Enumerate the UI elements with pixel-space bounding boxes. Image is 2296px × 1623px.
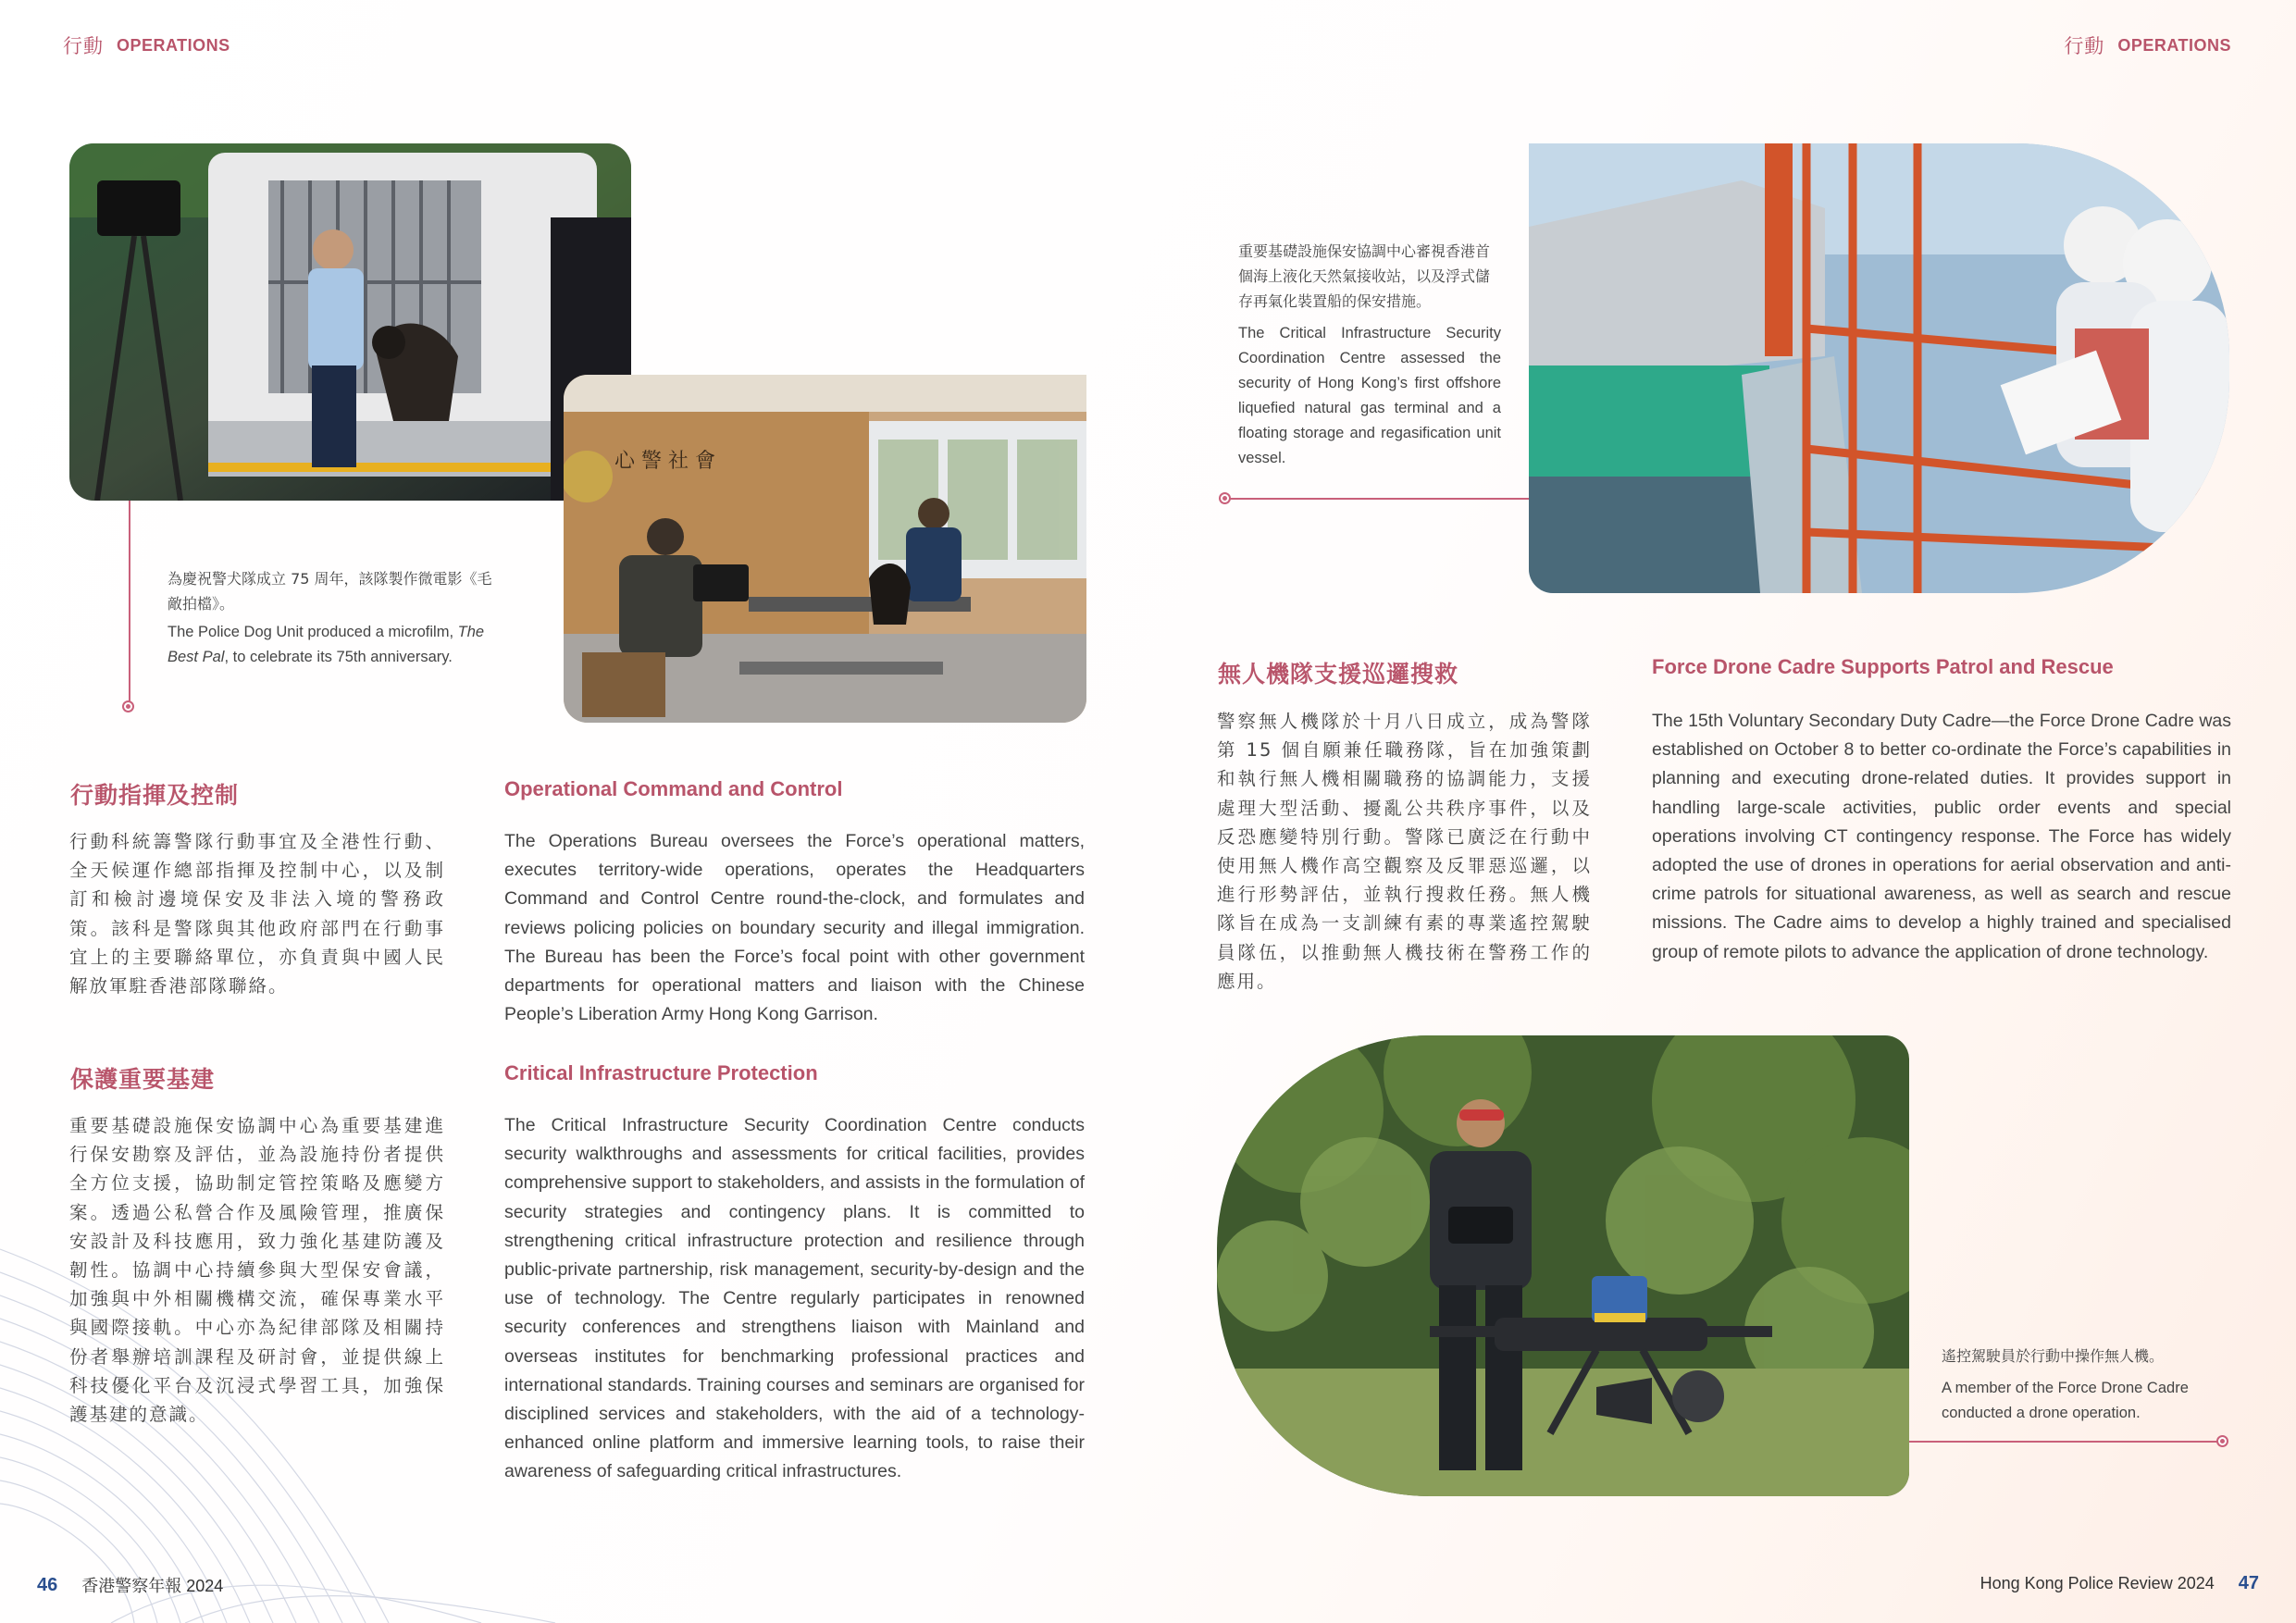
- photo-dog-training-filming: [564, 375, 1086, 723]
- photo-lng-vessel-inspection: [1529, 143, 2229, 593]
- photo-film-crew-dog-van: [69, 143, 631, 501]
- caption-leader-line: [1230, 498, 1529, 500]
- photo-drone-operator: [1217, 1035, 1909, 1496]
- body-infra-cn: 重要基礎設施保安協調中心為重要基建進行保安勘察及評估，並為設施持份者提供全方位支援，協助制定管控策略及應變方案。透過公私營合作及風險管理，推廣保安設計及科技應用，致力強化基建防護及韌性。協調中心持續參與大型保安會議，加強與中外相關機構交流，確保專業水平與國際接軌。中心亦為紀律部隊及相關持份者舉辦培訓課程及研討會，並提供線上科技優化平台及沉浸式學習工具，加強保護基建的意識。: [69, 1115, 445, 1426]
- caption-en: A member of the Force Drone Cadre conducted a drone operation.: [1942, 1380, 2189, 1421]
- heading-drone-en: Force Drone Cadre Supports Patrol and Rescue: [1652, 655, 2114, 678]
- publication-title-cn: 香港警察年報 2024: [81, 1577, 224, 1595]
- heading-infra-en: Critical Infrastructure Protection: [504, 1061, 818, 1084]
- running-header-right: [2064, 31, 2231, 59]
- page-number-right: 47: [2238, 1573, 2259, 1593]
- caption-en: [168, 620, 505, 670]
- running-header-left: [63, 31, 230, 59]
- heading-infra-cn: 保護重要基建: [70, 1066, 216, 1093]
- header-section-en: OPERATIONS: [2117, 35, 2231, 55]
- caption-en-part: , to celebrate its 75th anniversary.: [224, 649, 453, 665]
- page-number-left: 46: [37, 1574, 58, 1595]
- footer-right: [1980, 1573, 2259, 1594]
- caption-cn: 遙控駕駛員於行動中操作無人機。: [1942, 1347, 2165, 1365]
- header-section-cn: 行動: [63, 35, 104, 57]
- publication-title-en: Hong Kong Police Review 2024: [1980, 1574, 2215, 1592]
- caption-en-film-title: The Best Pal: [168, 624, 485, 665]
- body-infra-en: The Critical Infrastructure Security Coordination Centre conducts security walkthroughs and assessments for critical facilities, provides comprehensive support to stakeholders, and assists in the formulation of security strategies and contingency plans. It is committed to strengthening critical infrastructure protection and resilience through public-private partnership, risk management, security-by-design and the use of technology. The Centre regularly participates in renowned security conferences and strengthens liaison with Mainland and overseas institutes for benchmarking professional practices and international standards. Training courses and seminars are organised for disciplined services and stakeholders, with the aid of a technology-enhanced online platform and immersive learning tools, to raise their awareness of safeguarding critical infrastructures.: [504, 1115, 1085, 1482]
- caption-leader-dot: [2216, 1435, 2228, 1447]
- svg-text:心 警 社 會: 心 警 社 會: [614, 450, 715, 473]
- caption-leader-line: [1909, 1441, 2218, 1443]
- caption-leader-dot: [122, 700, 134, 712]
- caption-cn: 重要基礎設施保安協調中心審視香港首個海上液化天然氣接收站，以及浮式儲存再氣化裝置船的保安措施。: [1238, 242, 1491, 310]
- caption-cn: 為慶祝警犬隊成立 75 周年，該隊製作微電影《毛敵拍檔》。: [168, 570, 492, 613]
- body-drone-cn: 警察無人機隊於十月八日成立，成為警隊第 15 個自願兼任職務隊，旨在加強策劃和執行無人機相關職務的協調能力，支援處理大型活動、擾亂公共秩序事件，以及反恐應變特別行動。警隊已廣泛在行動中使用無人機作高空觀察及反罪惡巡邏，以進行形勢評估，並執行搜救任務。無人機隊旨在成為一支訓練有素的專業遙控駕駛員隊伍，以推動無人機技術在警務工作的應用。: [1217, 711, 1592, 992]
- caption-leader-line: [129, 501, 130, 702]
- body-command-en: The Operations Bureau oversees the Force’s operational matters, executes territory-wide operations, operates the Headquarters Command and Control Centre round-the-clock, and formulates and reviews policing policies on boundary security and illegal immigration. The Bureau has been the Force’s focal point with other government departments for operational matters and liaison with the Chinese People’s Liberation Army Hong Kong Garrison.: [504, 831, 1085, 1025]
- caption-en-part: The Police Dog Unit produced a microfilm,: [168, 624, 458, 640]
- caption-en: The Critical Infrastructure Security Coordination Centre assessed the security of Hong Kong’s first offshore liquefied natural gas terminal and a floating storage and regasification unit vessel.: [1238, 325, 1501, 466]
- caption-lng-terminal: [1238, 239, 1501, 471]
- body-command-cn: 行動科統籌警隊行動事宜及全港性行動、全天候運作總部指揮及控制中心，以及制訂和檢討邊境保安及非法入境的警務政策。該科是警隊與其他政府部門在行動事宜上的主要聯絡單位，亦負責與中國人民解放軍駐香港部隊聯絡。: [69, 831, 445, 997]
- heading-command-cn: 行動指揮及控制: [70, 782, 240, 809]
- caption-drone-operation: [1942, 1344, 2219, 1426]
- heading-drone-cn: 無人機隊支援巡邏搜救: [1218, 661, 1459, 688]
- footer-left: [37, 1573, 223, 1597]
- header-section-en: OPERATIONS: [117, 35, 230, 55]
- body-drone-en: The 15th Voluntary Secondary Duty Cadre—the Force Drone Cadre was established on October 8 to better co-ordinate the Force’s capabilities in planning and executing drone-related duties. It provides support in handling large-scale activities, public order events and special operations involving CT contingency response. The Force has widely adopted the use of drones in operations for aerial observation and anti-crime patrols for situational awareness, as well as search and rescue missions. The Cadre aims to develop a highly trained and specialised group of remote pilots to advance the application of drone technology.: [1652, 711, 2231, 962]
- heading-command-en: Operational Command and Control: [504, 777, 843, 800]
- header-section-cn: 行動: [2064, 35, 2105, 57]
- caption-dog-unit: [168, 566, 505, 670]
